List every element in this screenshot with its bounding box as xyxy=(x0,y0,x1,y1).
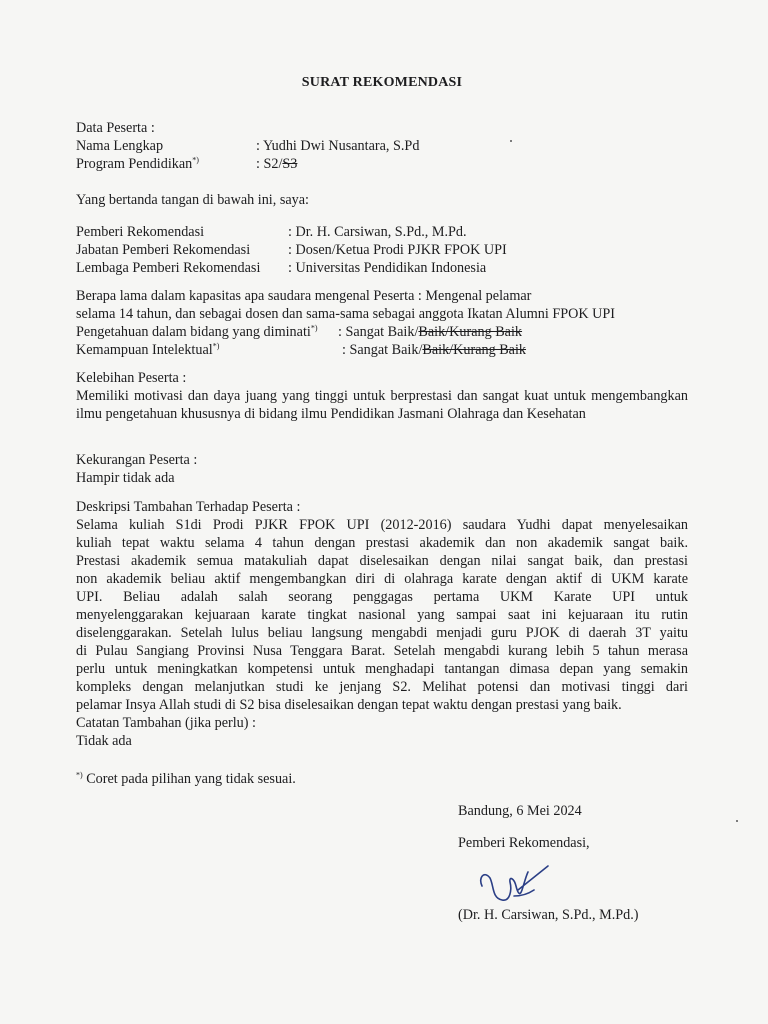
intellect-value: : Sangat Baik/ xyxy=(342,342,423,358)
intellect-value-group xyxy=(342,341,526,359)
footnote-text: Coret pada pilihan yang tidak sesuai. xyxy=(82,771,296,787)
description-line: perlu untuk meningkatkan kompetensi untuk menghadapi tantangan dimasa depan yang semakin xyxy=(76,661,688,677)
description-line: diselenggarakan. Setelah lulus beliau langsung mengabdi menjadi guru PJOK di daerah 3T yaitu xyxy=(76,625,688,641)
strengths-text: Memiliki motivasi dan daya juang yang tinggi untuk berprestasi dan sangat kuat untuk mengembangkan ilmu pengetahuan khususnya di bidang ilmu Pendidikan Jasmani Olahraga dan Kesehatan xyxy=(76,388,688,422)
recommender-role: Pemberi Rekomendasi, xyxy=(458,835,590,851)
description-line: UPI. Beliau adalah salah seorang penggagas pertama UKM Karate UPI untuk xyxy=(76,589,688,605)
program-label-group xyxy=(76,155,256,173)
footnote xyxy=(76,770,688,788)
description-line: menyelenggarakan kejuaraan karate tingkat nasional yang sampai saat ini kejuaraan itu rutin xyxy=(76,607,688,623)
description-line: non akademik beliau aktif mengembangkan diri di olahraga karate dengan aktif di UKM karate xyxy=(76,571,688,587)
signer-name: (Dr. H. Carsiwan, S.Pd., M.Pd.) xyxy=(458,907,639,923)
acquaintance-line-2: selama 14 tahun, dan sebagai dosen dan sama-sama sebagai anggota Ikatan Alumni FPOK UPI xyxy=(76,306,615,322)
description-line: di Pulau Sangiang Provinsi Nusa Tenggara Barat. Setelah mengabdi kurang lebih 5 tahun merasa xyxy=(76,643,688,659)
acquaintance-line-1: Berapa lama dalam kapasitas apa saudara mengenal Peserta : Mengenal pelamar xyxy=(76,288,532,304)
program-value-group xyxy=(256,155,297,173)
letter-title: SURAT REKOMENDASI xyxy=(301,75,463,90)
giver-value: : Dr. H. Carsiwan, S.Pd., M.Pd. xyxy=(288,224,467,240)
intellect-value-struck: Baik/Kurang Baik xyxy=(422,342,527,358)
intellect-marker: *) xyxy=(212,341,220,351)
knowledge-value-struck: Baik/Kurang Baik xyxy=(418,324,523,340)
description-heading: Deskripsi Tambahan Terhadap Peserta : xyxy=(76,499,301,515)
position-value: : Dosen/Ketua Prodi PJKR FPOK UPI xyxy=(288,242,507,258)
weaknesses-text: Hampir tidak ada xyxy=(76,470,175,486)
program-label: Program Pendidikan xyxy=(76,156,193,172)
notes-section xyxy=(76,714,688,750)
description-line: pelamar Insya Allah studi di S2 bisa diselesaikan dengan tepat waktu dengan prestasi yang baik. xyxy=(76,697,622,713)
institution-label: Lembaga Pemberi Rekomendasi xyxy=(76,260,261,276)
intellect-label: Kemampuan Intelektual xyxy=(76,342,213,358)
intro-text: Yang bertanda tangan di bawah ini, saya: xyxy=(76,192,309,208)
program-marker: *) xyxy=(192,155,199,165)
knowledge-label: Pengetahuan dalam bidang yang diminati xyxy=(76,324,311,340)
description-section xyxy=(76,498,688,714)
knowledge-marker: *) xyxy=(310,323,318,333)
recommender-section xyxy=(76,223,688,277)
program-value: : S2/ xyxy=(256,156,283,172)
name-label: Nama Lengkap xyxy=(76,138,164,154)
signature-image xyxy=(476,860,556,912)
scan-speck xyxy=(510,140,512,142)
description-line: Selama kuliah S1di Prodi PJKR FPOK UPI (2012-2016) saudara Yudhi dapat menyelesaikan xyxy=(76,517,688,533)
intellect-label-group xyxy=(76,341,342,359)
institution-value: : Universitas Pendidikan Indonesia xyxy=(288,260,487,276)
notes-heading: Catatan Tambahan (jika perlu) : xyxy=(76,715,256,731)
place-date: Bandung, 6 Mei 2024 xyxy=(458,803,582,819)
knowledge-label-group xyxy=(76,323,338,341)
participant-heading: Data Peserta : xyxy=(76,120,155,136)
description-text xyxy=(76,516,688,714)
acquaintance-section xyxy=(76,287,688,359)
position-label: Jabatan Pemberi Rekomendasi xyxy=(76,242,251,258)
program-value-struck: S3 xyxy=(282,156,298,172)
knowledge-value: : Sangat Baik/ xyxy=(338,324,419,340)
weaknesses-heading: Kekurangan Peserta : xyxy=(76,452,198,468)
knowledge-value-group xyxy=(338,323,522,341)
participant-section xyxy=(76,119,688,173)
description-line: kuliah tepat waktu selama 4 tahun dengan prestasi akademik dan non akademik sangat baik. xyxy=(76,535,688,551)
notes-text: Tidak ada xyxy=(76,733,132,749)
description-line: kompleks dengan melanjutkan studi ke jenjang S2. Melihat potensi dan motivasi tinggi dari xyxy=(76,679,688,695)
description-line: Prestasi akademik semua matakuliah dapat diselesaikan dengan nilai sangat baik, dan prestasi xyxy=(76,553,688,569)
strengths-section xyxy=(76,369,688,423)
strengths-heading: Kelebihan Peserta : xyxy=(76,370,187,386)
scan-speck xyxy=(736,820,738,822)
footnote-marker: *) xyxy=(76,770,83,780)
weaknesses-section xyxy=(76,451,688,487)
name-value: : Yudhi Dwi Nusantara, S.Pd xyxy=(256,138,420,154)
giver-label: Pemberi Rekomendasi xyxy=(76,224,205,240)
